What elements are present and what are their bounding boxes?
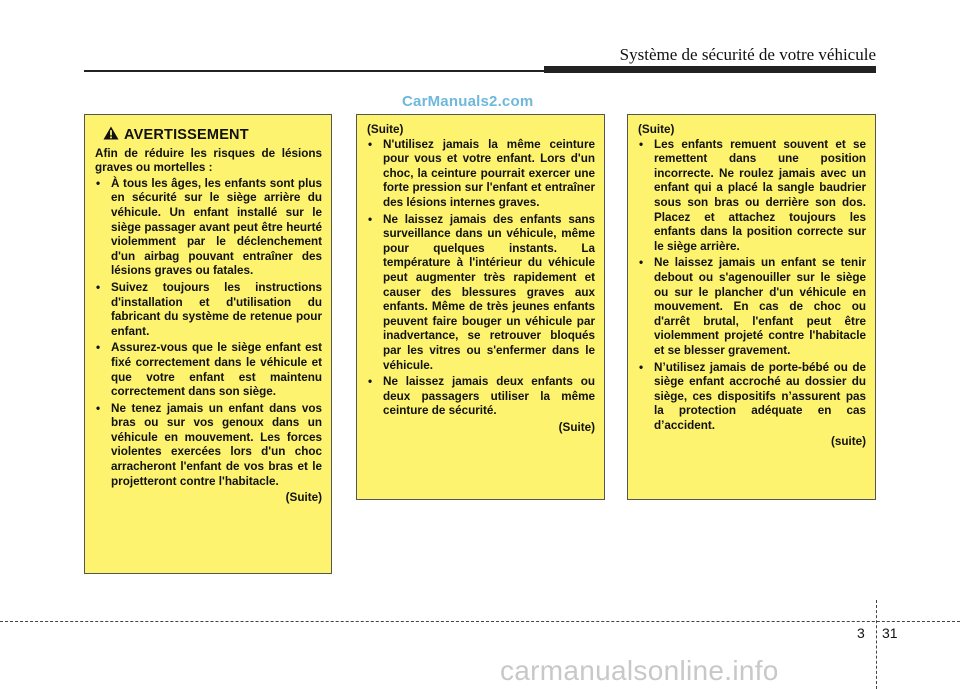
footer-rule: [0, 621, 960, 622]
continued-heading: (Suite): [638, 123, 675, 136]
list-item: [95, 281, 322, 339]
footer-divider: [876, 600, 877, 689]
list-item: [95, 402, 322, 490]
bullet-icon: •: [368, 212, 373, 226]
continued-label: (Suite): [285, 491, 322, 505]
bullet-icon: •: [368, 137, 373, 151]
page-header-title: Système de sécurité de votre véhicule: [619, 45, 876, 64]
list-item-text: Ne laissez jamais un enfant se tenir debout ou s'agenouiller sur le siège ou sur le plancher d'un véhicule en mouvement. En cas de choc ou d'arrêt brutal, l'enfant peut être violemment projeté contre l'habitacle et se blesser gravement.: [654, 256, 866, 357]
bullet-icon: •: [639, 360, 644, 374]
warning-list: [95, 177, 322, 489]
list-item-text: Assurez-vous que le siège enfant est fixé correctement dans le véhicule et que votre enfant est maintenu correctement dans son siège.: [111, 341, 322, 399]
bullet-icon: •: [96, 401, 101, 415]
list-item-text: N'utilisez jamais la même ceinture pour vous et votre enfant. Lors d'un choc, la ceinture pourrait exercer une forte pression sur l'enfant et entraîner des lésions internes graves.: [383, 137, 595, 209]
bullet-icon: •: [639, 256, 644, 270]
continued-label: (Suite): [558, 420, 595, 434]
warning-triangle-icon: [103, 126, 119, 144]
warning-list: [638, 138, 866, 434]
header-rule-thick: [544, 66, 876, 73]
list-item: [638, 138, 866, 255]
list-item-text: N’utilisez jamais de porte-bébé ou de siège enfant accroché au dossier du siège, ces dispositifs n’assurent pas la protection adéquate en cas d’accident.: [654, 360, 866, 432]
list-item-text: Ne laissez jamais des enfants sans surveillance dans un véhicule, même pour quelques instants. La température à l'intérieur du véhicule peut augmenter très rapidement et causer des blessures graves aux enfants. Même de très jeunes enfants peuvent faire bouger un véhicule par inadvertance, se retrouver bloqués par les vitres ou s'enfermer dans le véhicule.: [383, 212, 595, 372]
bullet-icon: •: [96, 341, 101, 355]
warning-box-continued-2: [627, 114, 876, 500]
chapter-number: 3: [857, 625, 865, 641]
watermark-top: CarManuals2.com: [402, 93, 534, 110]
bullet-icon: •: [96, 176, 101, 190]
bullet-icon: •: [368, 375, 373, 389]
bullet-icon: •: [96, 280, 101, 294]
list-item-text: Ne laissez jamais deux enfants ou deux passagers utiliser la même ceinture de sécurité.: [383, 375, 595, 418]
header-rule: [84, 70, 544, 72]
warning-list: [367, 138, 595, 419]
list-item: [638, 256, 866, 358]
warning-intro: Afin de réduire les risques de lésions graves ou mortelles :: [95, 146, 322, 175]
warning-box-continued-1: [356, 114, 605, 500]
list-item-text: Les enfants remuent souvent et se remettent dans une position incorrecte. Ne roulez jamais avec un enfant qui a placé la sangle baudrier sous son bras ou derrière son dos. Placez et attachez toujours les enfants dans la position correcte sur le siège arrière.: [654, 137, 866, 253]
warning-title: AVERTISSEMENT: [124, 126, 249, 143]
warning-box: [84, 114, 332, 574]
list-item-text: Suivez toujours les instructions d'installation et d'utilisation du fabricant du système de retenue pour enfant.: [111, 280, 322, 338]
list-item: [367, 138, 595, 211]
list-item: [95, 177, 322, 279]
watermark-bottom: carmanualsonline.info: [500, 655, 779, 686]
page-number: 31: [882, 625, 898, 641]
list-item: [95, 341, 322, 399]
continued-label: (suite): [830, 435, 866, 449]
warning-heading: [103, 126, 322, 144]
list-item-text: À tous les âges, les enfants sont plus en sécurité sur le siège arrière du véhicule. Un enfant installé sur le siège passager avant peut être heurté violemment par le déclenchement d'un airbag pouvant entraîner des lésions graves ou fatales.: [111, 176, 322, 278]
list-item-text: Ne tenez jamais un enfant dans vos bras ou sur vos genoux dans un véhicule en mouvement. Les forces violentes exercées lors d'un choc arracheront l'enfant de vos bras et le projetteront contre l'habitacle.: [111, 401, 322, 488]
list-item: [638, 361, 866, 434]
continued-heading: (Suite): [367, 123, 404, 136]
list-item: [367, 375, 595, 419]
bullet-icon: •: [639, 137, 644, 151]
list-item: [367, 213, 595, 374]
